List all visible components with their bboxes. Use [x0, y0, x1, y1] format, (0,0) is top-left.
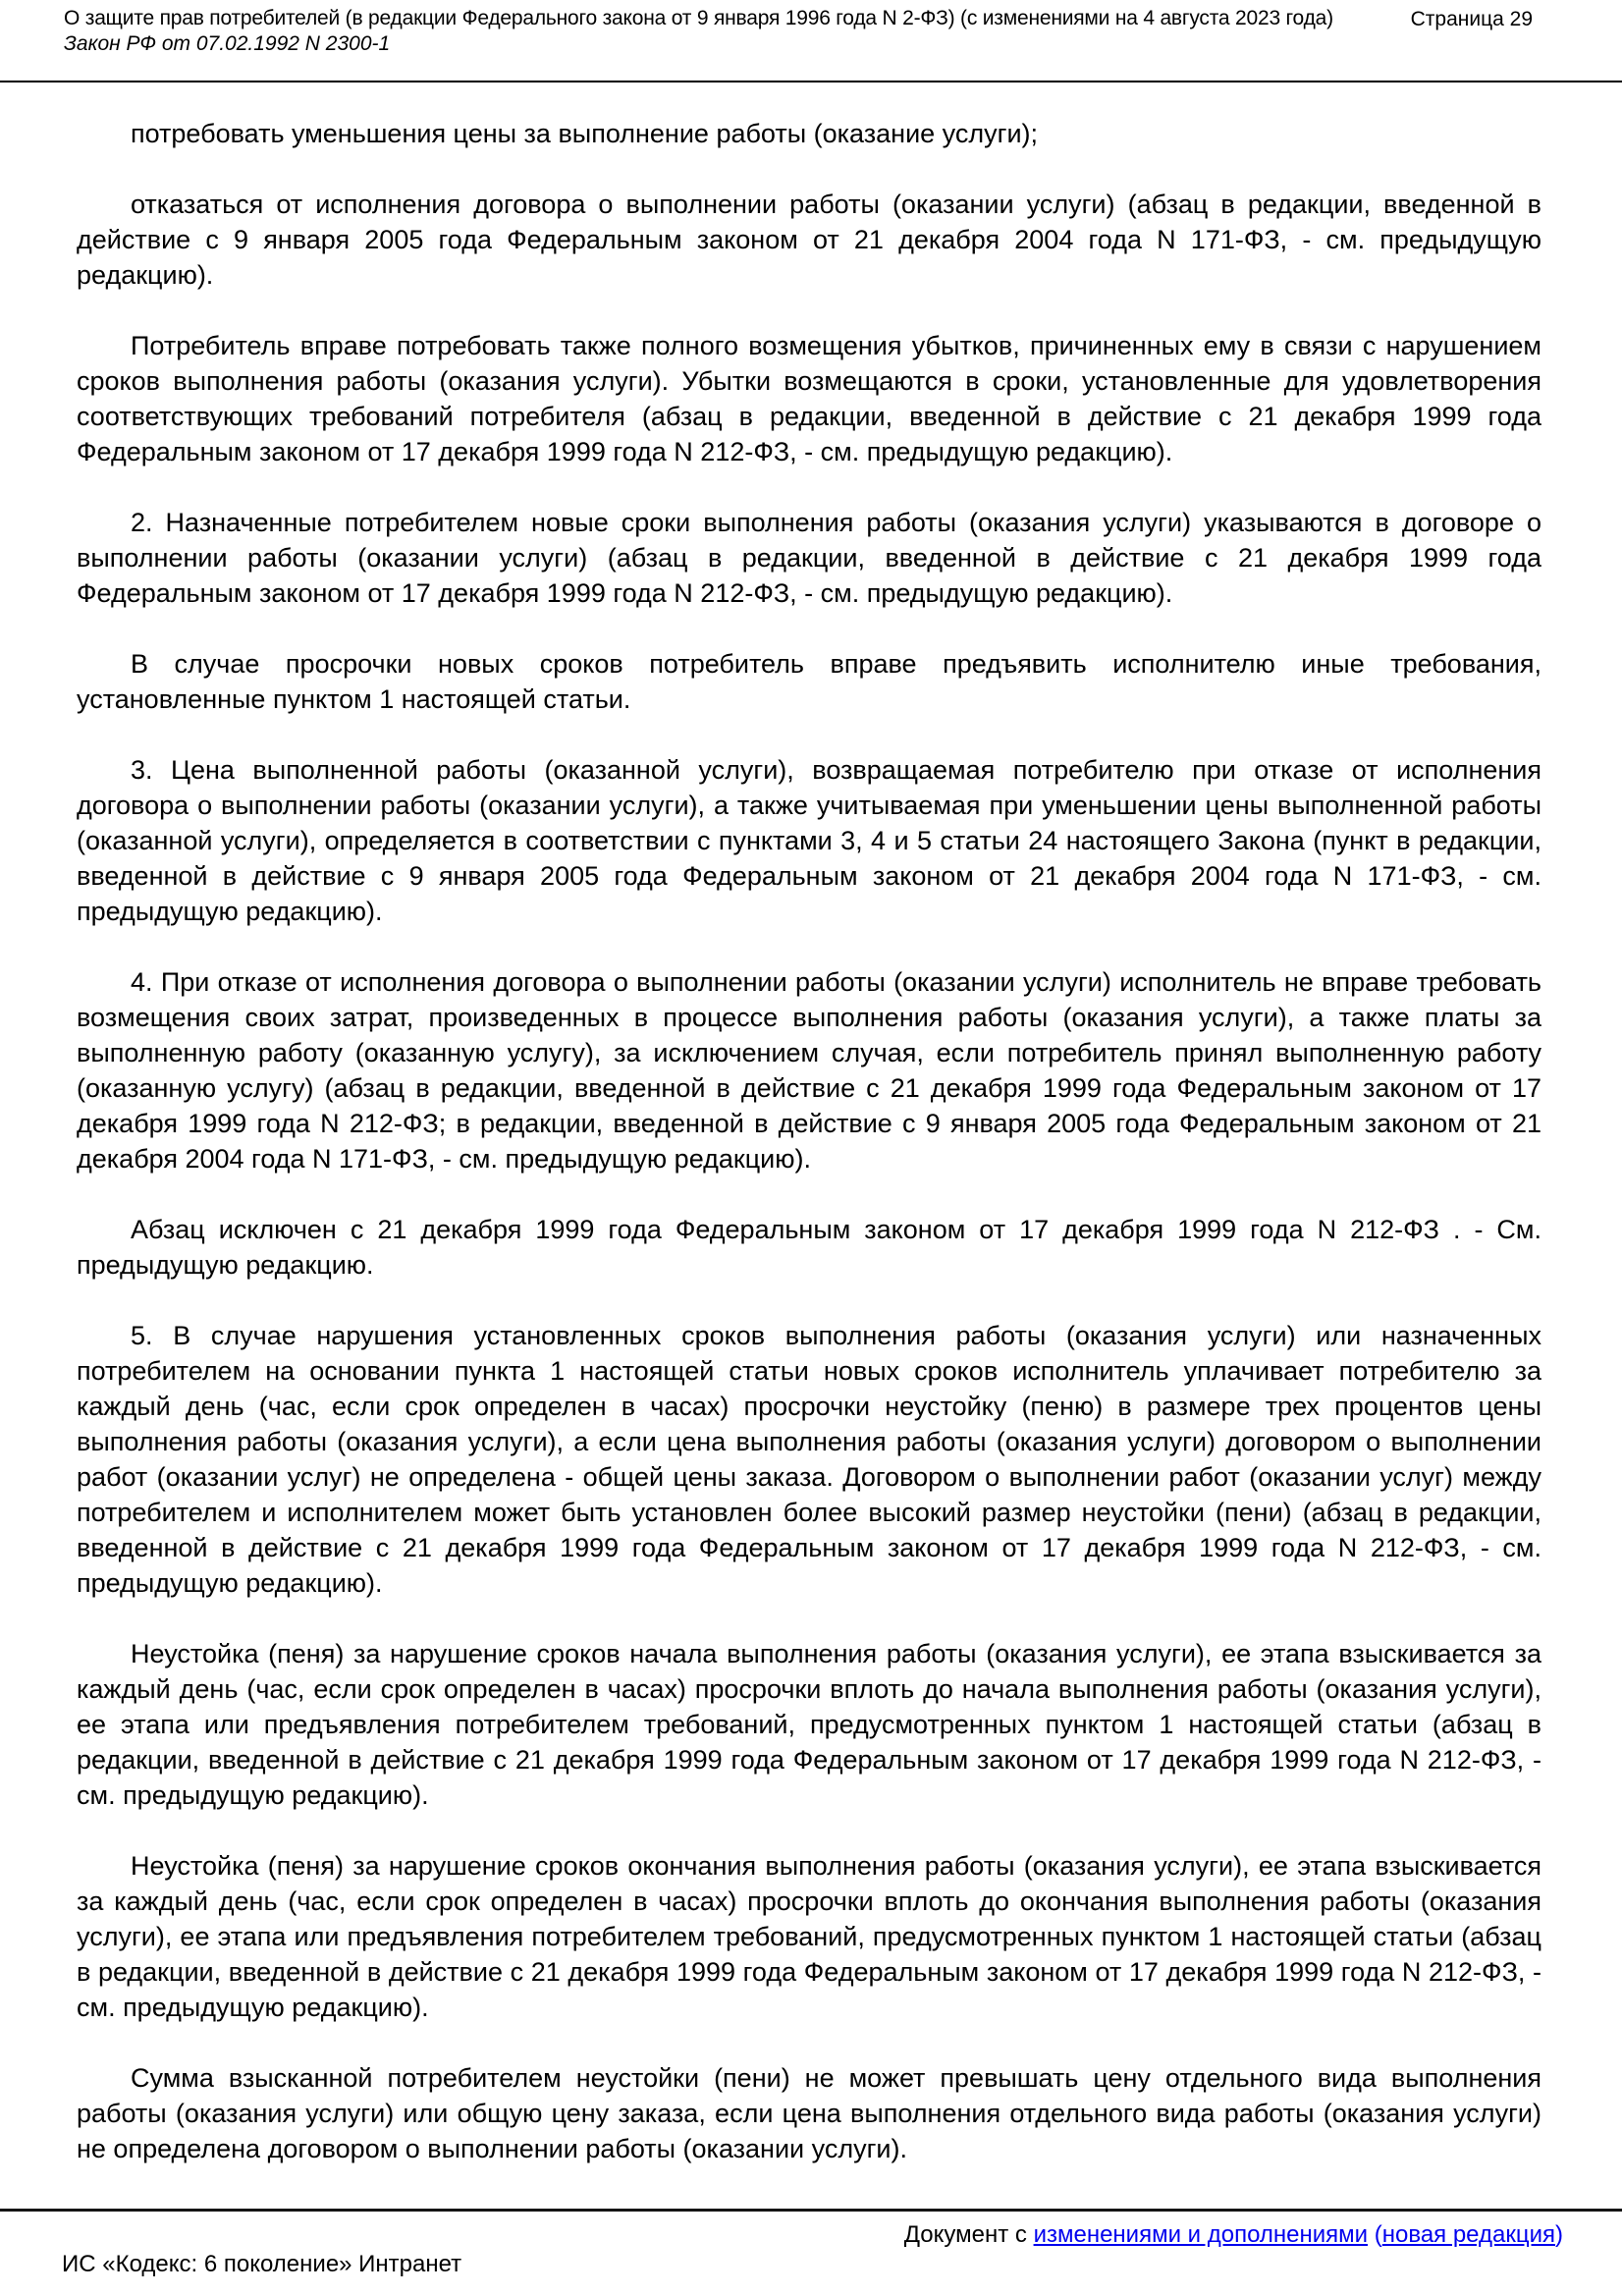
- paragraph: Неустойка (пеня) за нарушение сроков окончания выполнения работы (оказания услуги), ее этапа взыскивается за каждый день (час, если срок определен в часах) просрочки вплоть до окончания выполнения работы (оказания услуги), ее этапа или предъявления потребителем требований, предусмотренных пунктом 1 настоящей статьи (абзац в редакции, введенной в действие с 21 декабря 1999 года Федеральным законом от 17 декабря 1999 года N 212-ФЗ, - см. предыдущую редакцию).: [77, 1851, 1541, 2022]
- paragraph: Сумма взысканной потребителем неустойки (пени) не может превышать цену отдельного вида выполнения работы (оказания услуги) или общую цену заказа, если цена выполнения отдельного вида работы (оказания услуги) не определена договором о выполнении работы (оказании услуги).: [77, 2063, 1541, 2163]
- paragraph: отказаться от исполнения договора о выполнении работы (оказании услуги) (абзац в редакции, введенной в действие с 9 января 2005 года Федеральным законом от 21 декабря 2004 года N 171-ФЗ, - см. предыдущую редакцию).: [77, 190, 1541, 290]
- paren-open: (: [1368, 2221, 1382, 2248]
- paragraph: 5. В случае нарушения установленных сроков выполнения работы (оказания услуги) или назначенных потребителем на основании пункта 1 настоящей статьи новых сроков исполнитель уплачивает потребителю за каждый день (час, если срок определен в часах) просрочки неустойку (пеню) в размере трех процентов цены выполнения работы (оказания услуги), а если цена выполнения работы (оказания услуги) договором о выполнении работ (оказании услуг) не определена - общей цены заказа. Договором о выполнении работ (оказании услуг) между потребителем и исполнителем может быть установлен более высокий размер неустойки (пени) (абзац в редакции, введенной в действие с 21 декабря 1999 года Федеральным законом от 17 декабря 1999 года N 212-ФЗ, - см. предыдущую редакцию).: [77, 1321, 1541, 1598]
- document-title: О защите прав потребителей (в редакции Федерального закона от 9 января 1996 года N 2-ФЗ) (с изменениями на 4 августа 2023 года): [64, 7, 1333, 29]
- document-title-block: [64, 6, 1391, 57]
- paragraph: Потребитель вправе потребовать также полного возмещения убытков, причиненных ему в связи с нарушением сроков выполнения работы (оказания услуги). Убытки возмещаются в сроки, установленные для удовлетворения соответствующих требований потребителя (абзац в редакции, введенной в действие с 21 декабря 1999 года Федеральным законом от 17 декабря 1999 года N 212-ФЗ, - см. предыдущую редакцию).: [77, 331, 1541, 466]
- paragraph: Неустойка (пеня) за нарушение сроков начала выполнения работы (оказания услуги), ее этапа взыскивается за каждый день (час, если срок определен в часах) просрочки вплоть до начала выполнения работы (оказания услуги), ее этапа или предъявления потребителем требований, предусмотренных пунктом 1 настоящей статьи (абзац в редакции, введенной в действие с 21 декабря 1999 года Федеральным законом от 17 декабря 1999 года N 212-ФЗ, - см. предыдущую редакцию).: [77, 1639, 1541, 1810]
- paragraph: Абзац исключен с 21 декабря 1999 года Федеральным законом от 17 декабря 1999 года N 212-ФЗ . - См. предыдущую редакцию.: [77, 1215, 1541, 1280]
- paren-close: ): [1555, 2221, 1563, 2248]
- paragraph: 2. Назначенные потребителем новые сроки выполнения работы (оказания услуги) указываются в договоре о выполнении работы (оказании услуги) (абзац в редакции, введенной в действие с 21 декабря 1999 года Федеральным законом от 17 декабря 1999 года N 212-ФЗ, - см. предыдущую редакцию).: [77, 508, 1541, 608]
- paragraph: потребовать уменьшения цены за выполнение работы (оказание услуги);: [131, 119, 1039, 148]
- paragraph: В случае просрочки новых сроков потребитель вправе предъявить исполнителю иные требования, установленные пунктом 1 настоящей статьи.: [77, 649, 1541, 714]
- document-body: [77, 116, 1541, 2206]
- changes-additions-link[interactable]: изменениями и дополнениями: [1033, 2221, 1369, 2248]
- footer-doc-status: [904, 2220, 1563, 2250]
- paragraph: [77, 2202, 1541, 2206]
- header-divider: [0, 81, 1622, 82]
- system-label: ИС «Кодекс: 6 поколение» Интранет: [62, 2251, 462, 2277]
- new-edition-link[interactable]: новая редакция: [1381, 2221, 1555, 2248]
- document-subtitle: Закон РФ от 07.02.1992 N 2300-1: [64, 32, 391, 55]
- page-header: [64, 6, 1533, 57]
- paragraph: 3. Цена выполненной работы (оказанной услуги), возвращаемая потребителю при отказе от исполнения договора о выполнении работы (оказании услуги), а также учитываемая при уменьшении цены выполненной работы (оказанной услуги), определяется в соответствии с пунктами 3, 4 и 5 статьи 24 настоящего Закона (пункт в редакции, введенной в действие с 9 января 2005 года Федеральным законом от 21 декабря 2004 года N 171-ФЗ, - см. предыдущую редакцию).: [77, 755, 1541, 926]
- page-number-label: Страница 29: [1410, 8, 1533, 30]
- footer-doc-prefix: Документ с: [903, 2221, 1034, 2248]
- footer-divider: [0, 2209, 1622, 2212]
- paragraph: 4. При отказе от исполнения договора о выполнении работы (оказании услуги) исполнитель не вправе требовать возмещения своих затрат, произведенных в процессе выполнения работы (оказания услуги), а также платы за выполненную работу (оказанную услугу), за исключением случая, если потребитель принял выполненную работу (оказанную услугу) (абзац в редакции, введенной в действие с 21 декабря 1999 года Федеральным законом от 17 декабря 1999 года N 212-ФЗ; в редакции, введенной в действие с 9 января 2005 года Федеральным законом от 21 декабря 2004 года N 171-ФЗ, - см. предыдущую редакцию).: [77, 967, 1541, 1174]
